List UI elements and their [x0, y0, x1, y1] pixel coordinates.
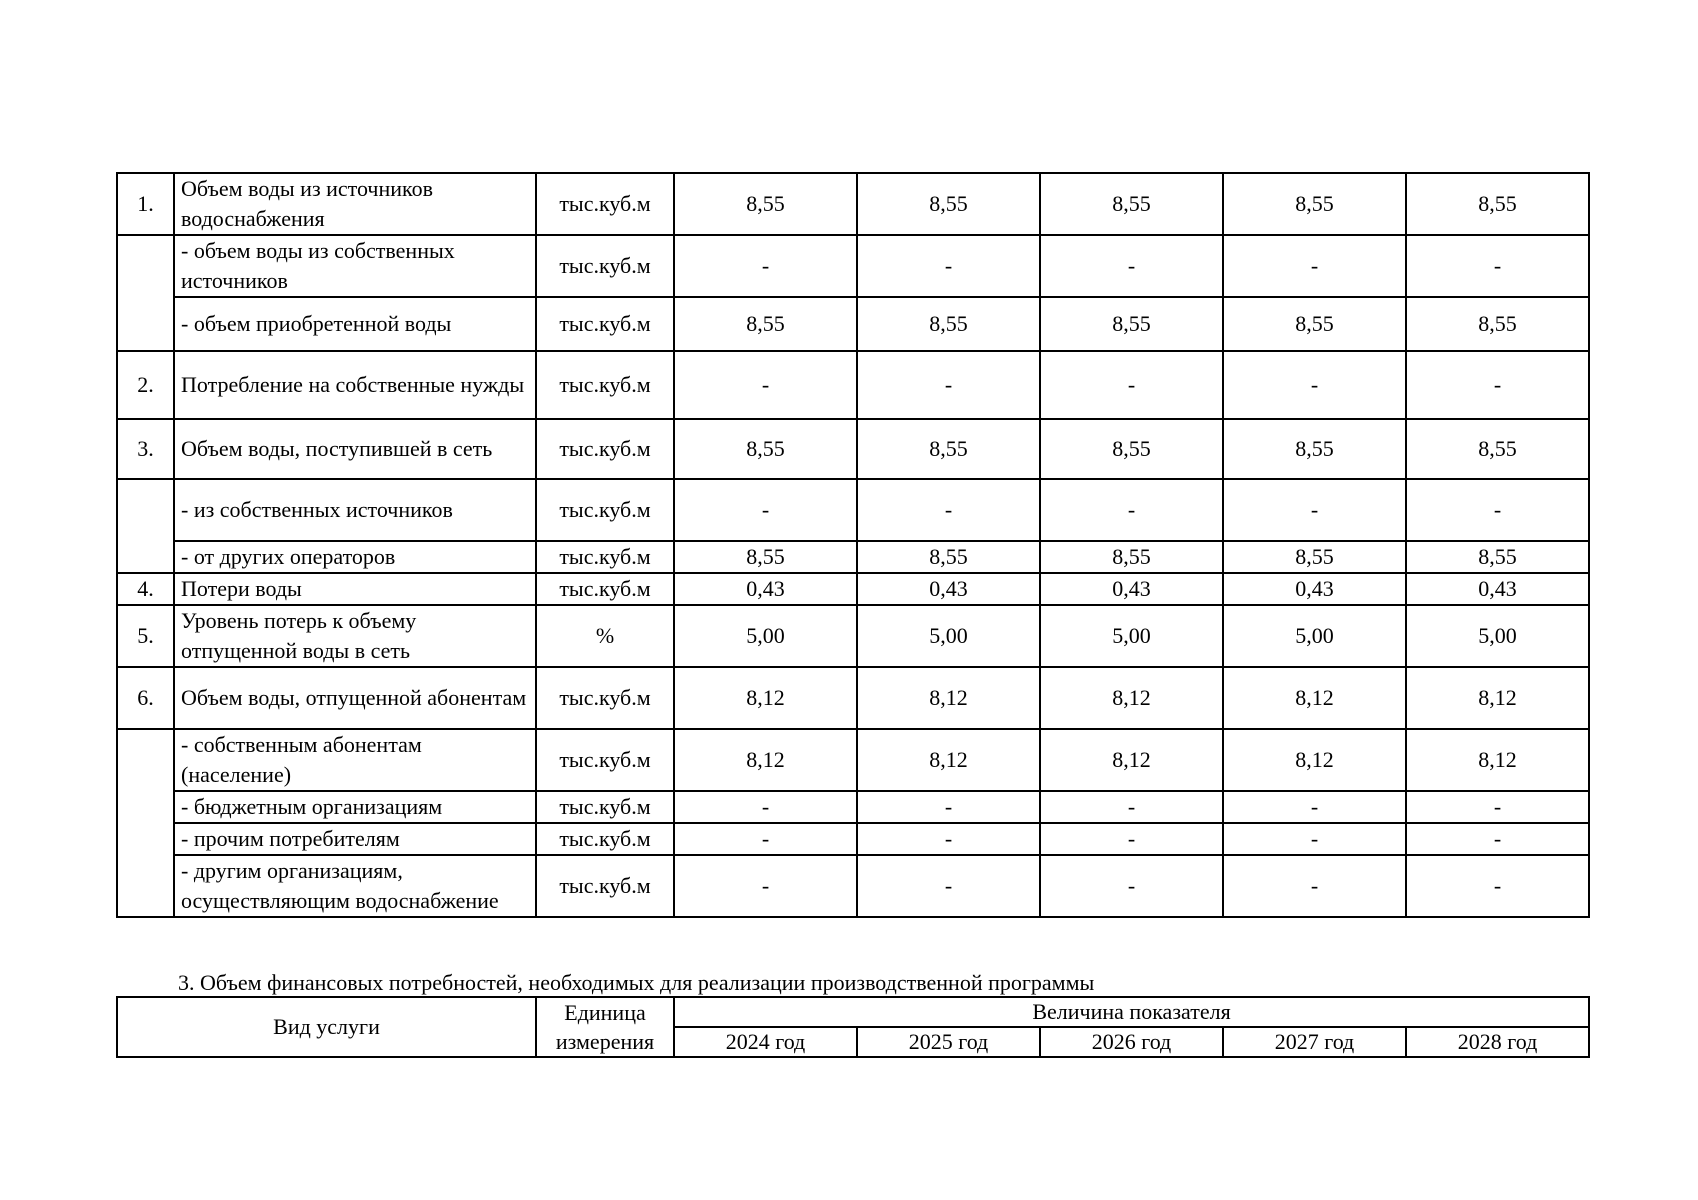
value-cell: 8,12: [674, 729, 857, 791]
value-cell: 5,00: [674, 605, 857, 667]
value-cell: -: [857, 855, 1040, 917]
value-cell: 8,55: [674, 541, 857, 573]
value-cell: 8,55: [857, 541, 1040, 573]
unit-cell: тыс.куб.м: [536, 173, 674, 235]
year-header: 2024 год: [674, 1027, 857, 1057]
value-cell: -: [1223, 351, 1406, 419]
value-cell: -: [1406, 791, 1589, 823]
year-header: 2025 год: [857, 1027, 1040, 1057]
value-cell: 8,12: [1406, 729, 1589, 791]
value-cell: -: [1223, 855, 1406, 917]
table-row: [117, 351, 1589, 419]
indicator-name: - из собственных источников: [174, 479, 536, 541]
financial-needs-table: [116, 996, 1590, 1058]
value-cell: -: [1406, 479, 1589, 541]
financial-header-row-1: [117, 997, 1589, 1027]
year-header: 2028 год: [1406, 1027, 1589, 1057]
unit-cell: тыс.куб.м: [536, 729, 674, 791]
value-cell: -: [1223, 479, 1406, 541]
indicator-name: - объем воды из собственных источников: [174, 235, 536, 297]
table-row: [117, 791, 1589, 823]
value-cell: 8,55: [674, 419, 857, 479]
value-cell: 8,55: [857, 173, 1040, 235]
row-number: 6.: [117, 667, 174, 729]
value-cell: -: [1223, 235, 1406, 297]
row-number: 4.: [117, 573, 174, 605]
value-cell: -: [857, 823, 1040, 855]
value-cell: 8,55: [857, 297, 1040, 351]
value-cell: 8,55: [1040, 419, 1223, 479]
value-cell: -: [1406, 235, 1589, 297]
value-cell: 5,00: [857, 605, 1040, 667]
row-number: 2.: [117, 351, 174, 419]
value-cell: 8,55: [1406, 419, 1589, 479]
value-cell: 0,43: [1040, 573, 1223, 605]
value-cell: 8,12: [1223, 667, 1406, 729]
value-cell: -: [1223, 823, 1406, 855]
value-cell: 8,55: [1040, 173, 1223, 235]
value-cell: -: [674, 791, 857, 823]
value-cell: 5,00: [1406, 605, 1589, 667]
value-cell: 8,55: [1040, 541, 1223, 573]
value-cell: 8,55: [1223, 173, 1406, 235]
row-number: 5.: [117, 605, 174, 667]
indicator-name: - прочим потребителям: [174, 823, 536, 855]
value-cell: -: [1040, 351, 1223, 419]
value-cell: -: [1040, 855, 1223, 917]
value-cell: -: [1223, 791, 1406, 823]
unit-cell: тыс.куб.м: [536, 855, 674, 917]
indicator-name: - от других операторов: [174, 541, 536, 573]
table-row: [117, 823, 1589, 855]
unit-cell: тыс.куб.м: [536, 235, 674, 297]
value-group-header: Величина показателя: [674, 997, 1589, 1027]
value-cell: 0,43: [674, 573, 857, 605]
service-type-header: Вид услуги: [117, 997, 536, 1057]
table-row: [117, 667, 1589, 729]
value-cell: 8,55: [1406, 297, 1589, 351]
row-number: [117, 479, 174, 573]
water-volume-table-body: [117, 173, 1589, 917]
value-cell: 8,12: [1223, 729, 1406, 791]
indicator-name: Объем воды, поступившей в сеть: [174, 419, 536, 479]
value-cell: -: [674, 351, 857, 419]
value-cell: 0,43: [857, 573, 1040, 605]
value-cell: -: [1040, 479, 1223, 541]
value-cell: -: [1040, 823, 1223, 855]
value-cell: 8,12: [674, 667, 857, 729]
value-cell: 8,12: [1040, 667, 1223, 729]
row-number: [117, 235, 174, 351]
value-cell: -: [674, 855, 857, 917]
value-cell: 8,55: [1040, 297, 1223, 351]
value-cell: -: [674, 479, 857, 541]
unit-cell: тыс.куб.м: [536, 791, 674, 823]
value-cell: 0,43: [1406, 573, 1589, 605]
value-cell: -: [1040, 235, 1223, 297]
table-row: [117, 573, 1589, 605]
indicator-name: Объем воды, отпущенной абонентам: [174, 667, 536, 729]
table-row: [117, 729, 1589, 791]
year-header: 2026 год: [1040, 1027, 1223, 1057]
unit-header-line-1: Единица: [536, 997, 674, 1027]
value-cell: -: [1406, 823, 1589, 855]
indicator-name: - другим организациям, осуществляющим водоснабжение: [174, 855, 536, 917]
indicator-name: Объем воды из источников водоснабжения: [174, 173, 536, 235]
value-cell: 0,43: [1223, 573, 1406, 605]
row-number: 3.: [117, 419, 174, 479]
table-row: [117, 855, 1589, 917]
value-cell: 8,55: [1223, 541, 1406, 573]
table-row: [117, 297, 1589, 351]
indicator-name: - бюджетным организациям: [174, 791, 536, 823]
unit-cell: тыс.куб.м: [536, 823, 674, 855]
unit-cell: %: [536, 605, 674, 667]
value-cell: 8,55: [1223, 419, 1406, 479]
indicator-name: - собственным абонентам (население): [174, 729, 536, 791]
value-cell: -: [674, 235, 857, 297]
year-header: 2027 год: [1223, 1027, 1406, 1057]
unit-header-line-2: измерения: [536, 1027, 674, 1057]
value-cell: -: [857, 235, 1040, 297]
row-number: [117, 729, 174, 917]
indicator-name: - объем приобретенной воды: [174, 297, 536, 351]
value-cell: -: [857, 351, 1040, 419]
unit-cell: тыс.куб.м: [536, 573, 674, 605]
row-number: 1.: [117, 173, 174, 235]
value-cell: 5,00: [1223, 605, 1406, 667]
value-cell: 8,12: [1406, 667, 1589, 729]
value-cell: -: [1040, 791, 1223, 823]
table-row: [117, 419, 1589, 479]
unit-cell: тыс.куб.м: [536, 351, 674, 419]
unit-cell: тыс.куб.м: [536, 541, 674, 573]
table-row: [117, 479, 1589, 541]
table-row: [117, 173, 1589, 235]
section-3-caption: 3. Объем финансовых потребностей, необходимых для реализации производственной программы: [178, 970, 1095, 995]
indicator-name: Уровень потерь к объему отпущенной воды в сеть: [174, 605, 536, 667]
table-row: [117, 235, 1589, 297]
value-cell: -: [857, 791, 1040, 823]
value-cell: 8,12: [857, 729, 1040, 791]
unit-cell: тыс.куб.м: [536, 297, 674, 351]
table-row: [117, 605, 1589, 667]
value-cell: 8,55: [1406, 173, 1589, 235]
unit-cell: тыс.куб.м: [536, 419, 674, 479]
indicator-name: Потери воды: [174, 573, 536, 605]
value-cell: 8,55: [674, 173, 857, 235]
water-volume-table: [116, 172, 1590, 918]
value-cell: -: [1406, 855, 1589, 917]
value-cell: -: [857, 479, 1040, 541]
value-cell: 8,55: [857, 419, 1040, 479]
unit-cell: тыс.куб.м: [536, 479, 674, 541]
value-cell: 5,00: [1040, 605, 1223, 667]
unit-cell: тыс.куб.м: [536, 667, 674, 729]
value-cell: 8,12: [1040, 729, 1223, 791]
value-cell: 8,55: [674, 297, 857, 351]
table-row: [117, 541, 1589, 573]
value-cell: -: [674, 823, 857, 855]
value-cell: -: [1406, 351, 1589, 419]
value-cell: 8,55: [1406, 541, 1589, 573]
value-cell: 8,55: [1223, 297, 1406, 351]
indicator-name: Потребление на собственные нужды: [174, 351, 536, 419]
value-cell: 8,12: [857, 667, 1040, 729]
